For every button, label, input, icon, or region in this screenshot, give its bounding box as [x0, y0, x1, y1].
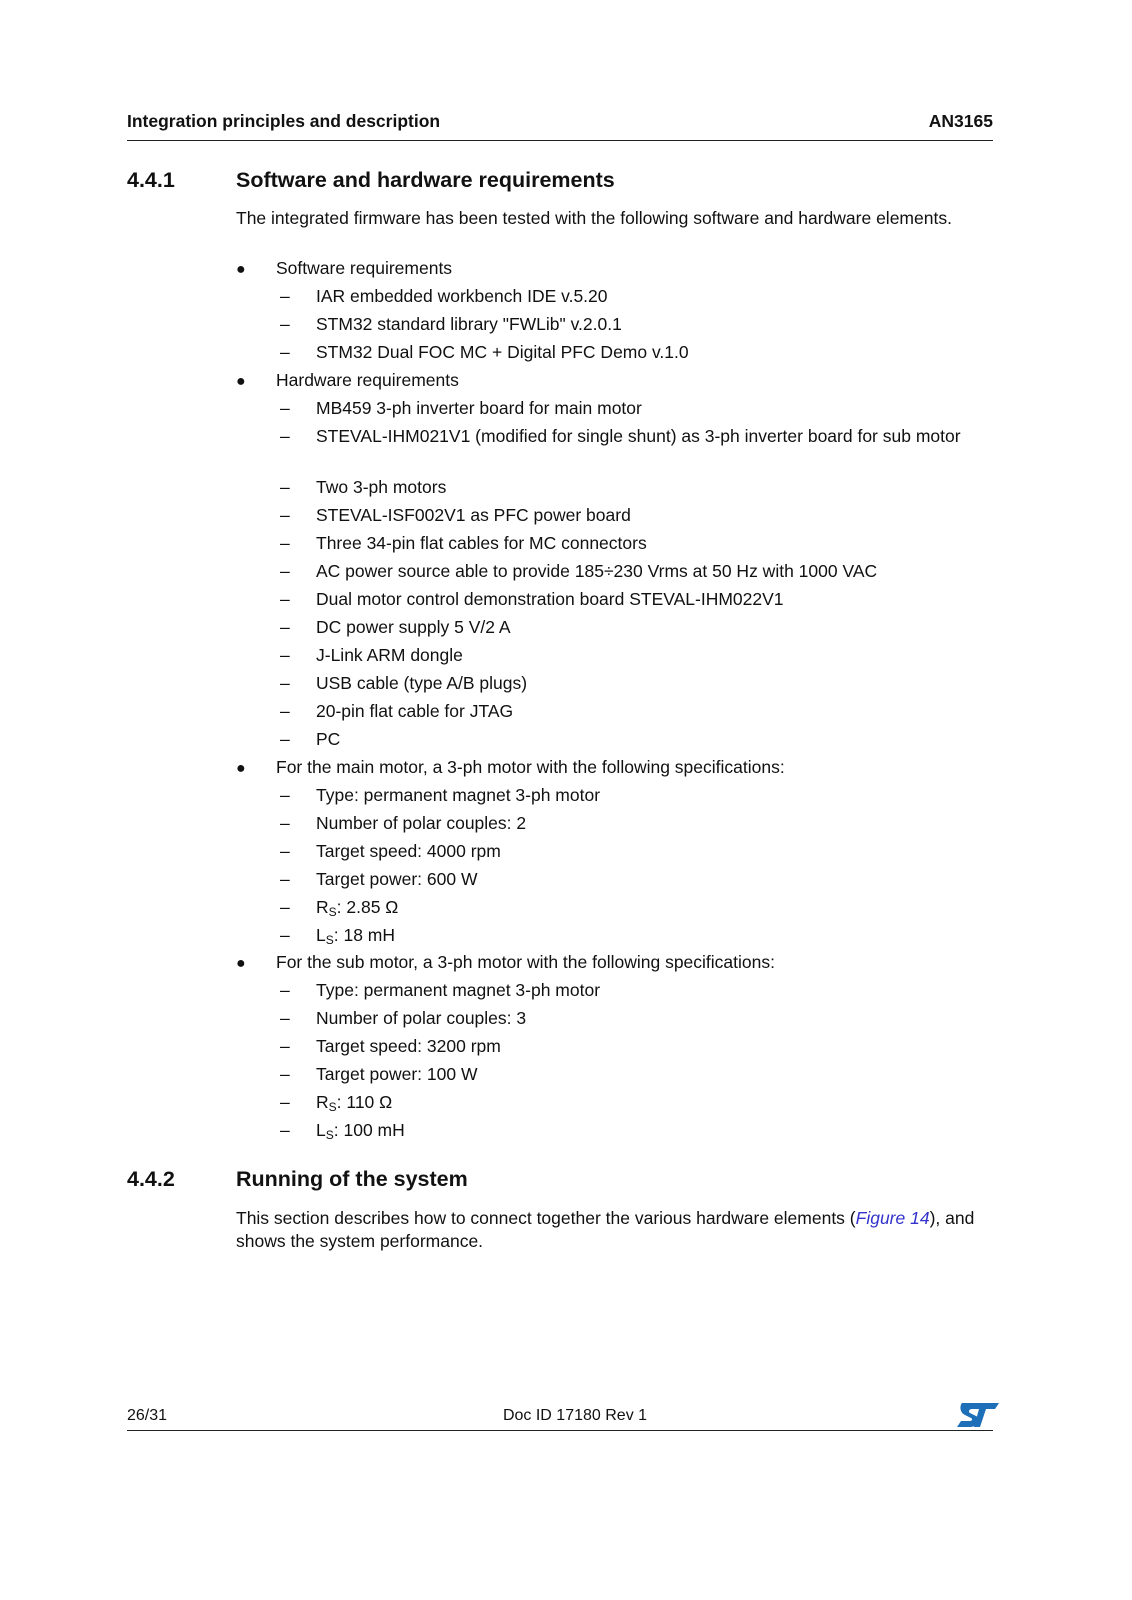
list-item: – STM32 standard library "FWLib" v.2.0.1 — [280, 314, 622, 334]
list-item: – Target speed: 3200 rpm — [280, 1036, 501, 1056]
list-item: – Target power: 100 W — [280, 1064, 478, 1084]
list-item: – J-Link ARM dongle — [280, 645, 463, 665]
list-item: ● Software requirements — [0, 257, 1132, 280]
list-item: – STM32 Dual FOC MC + Digital PFC Demo v.1.0 — [280, 342, 689, 362]
header-rule — [127, 140, 993, 141]
list-item: – PC — [280, 729, 341, 749]
list-item: – Target power: 600 W — [280, 869, 478, 889]
list-item: – Number of polar couples: 2 — [280, 813, 527, 833]
list-item: – 20-pin flat cable for JTAG — [280, 701, 514, 721]
list-item: – Target speed: 4000 rpm — [280, 841, 501, 861]
doc-id: Doc ID 17180 Rev 1 — [502, 1407, 648, 1424]
section-intro: The integrated firmware has been tested with the following software and hardware elements. — [236, 208, 952, 228]
bullet-icon: ● — [236, 955, 246, 972]
page-number: 26/31 — [127, 1407, 168, 1424]
footer-rule — [127, 1430, 993, 1431]
section-paragraph: This section describes how to connect together the various hardware elements (Figure 14), and shows the system performance. — [236, 1208, 975, 1251]
list-item: – STEVAL-IHM021V1 (modified for single shunt) as 3-ph inverter board for sub motor — [280, 426, 961, 446]
section-title: Running of the system — [236, 1167, 468, 1191]
list-item: – Type: permanent magnet 3-ph motor — [280, 785, 601, 805]
list-item: – Three 34-pin flat cables for MC connectors — [280, 533, 647, 553]
list-item: – USB cable (type A/B plugs) — [280, 673, 528, 693]
section-number: 4.4.2 — [127, 1167, 175, 1191]
list-item: – AC power source able to provide 185÷230 Vrms at 50 Hz with 1000 VAC — [280, 561, 878, 581]
list-item: – Number of polar couples: 3 — [280, 1008, 527, 1028]
running-header-doc-code: AN3165 — [928, 111, 993, 131]
bullet-icon: ● — [236, 373, 246, 390]
st-logo-icon — [956, 1402, 1000, 1428]
list-item: – DC power supply 5 V/2 A — [280, 617, 511, 637]
list-item: – $L_S$: 18 mH — [280, 925, 396, 947]
section-title: Software and hardware requirements — [236, 168, 615, 192]
running-header-title: Integration principles and description — [127, 111, 441, 131]
list-item: ● For the main motor, a 3-ph motor with the following specifications: — [0, 756, 1132, 779]
list-item: – Two 3-ph motors — [280, 477, 447, 497]
figure-14-link[interactable]: Figure 14 — [855, 1208, 930, 1228]
list-item: ● For the sub motor, a 3-ph motor with the following specifications: — [0, 951, 1132, 974]
list-item: ● Hardware requirements — [0, 369, 1132, 392]
list-item: – Type: permanent magnet 3-ph motor — [280, 980, 601, 1000]
bullet-icon: ● — [236, 261, 246, 278]
list-item: – Dual motor control demonstration board STEVAL-IHM022V1 — [280, 589, 784, 609]
list-item: – STEVAL-ISF002V1 as PFC power board — [280, 505, 631, 525]
section-number: 4.4.1 — [127, 168, 175, 192]
list-item: – MB459 3-ph inverter board for main motor — [280, 398, 642, 418]
list-item: – $L_S$: 100 mH — [280, 1120, 405, 1142]
list-item: – $R_S$: 110 Ω — [280, 1092, 393, 1114]
list-item: – $R_S$: 2.85 Ω — [280, 897, 399, 919]
list-item: – IAR embedded workbench IDE v.5.20 — [280, 286, 608, 306]
bullet-icon: ● — [236, 760, 246, 777]
